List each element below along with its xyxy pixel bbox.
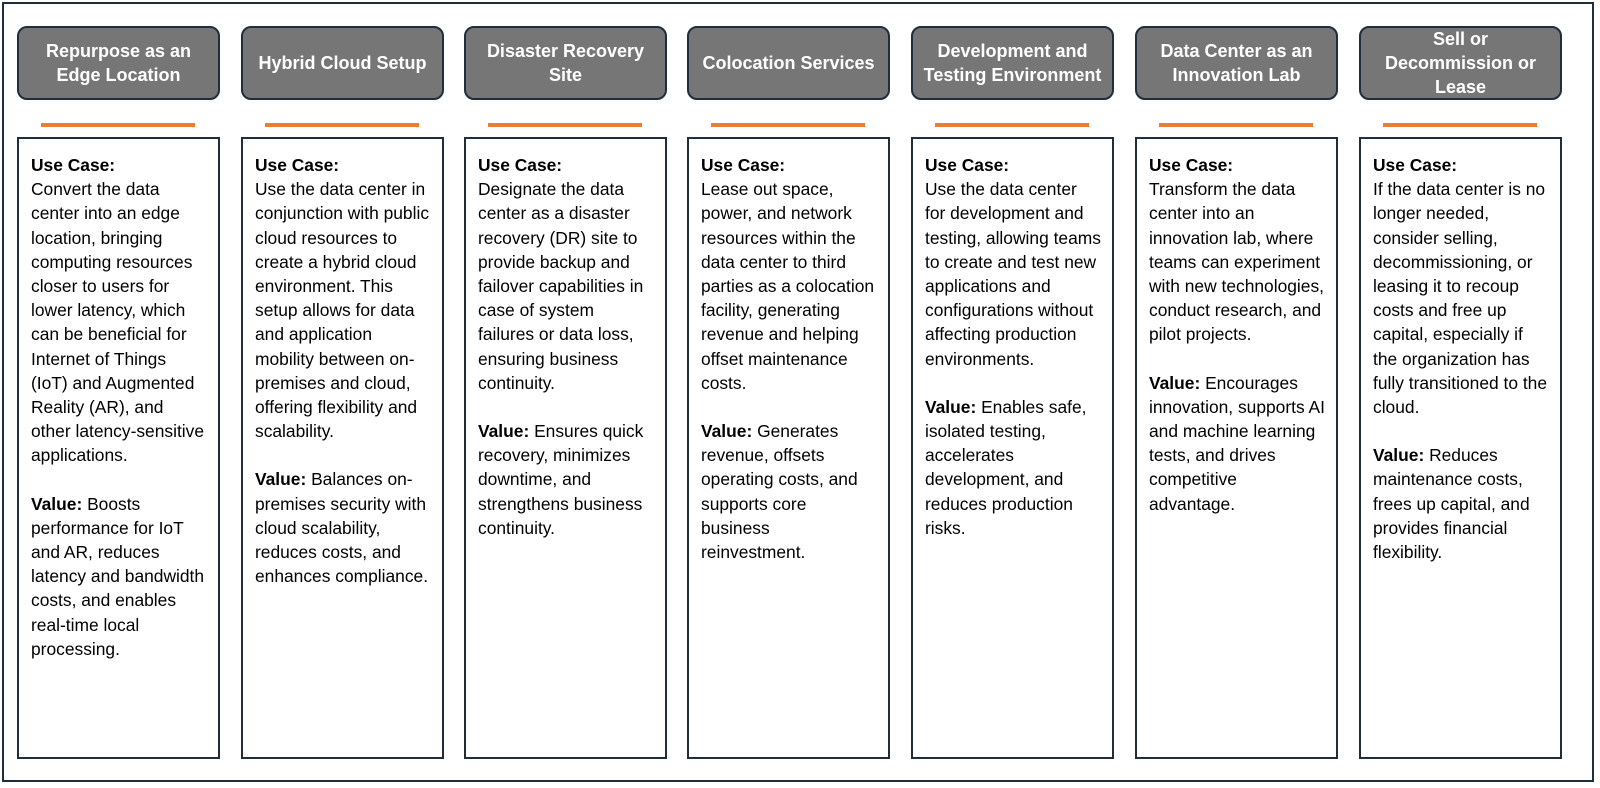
value-text: Generates revenue, offsets operating costs, and supports core business reinvestment.	[701, 421, 858, 563]
column-card	[241, 137, 444, 759]
use-case-label: Use Case:	[31, 155, 116, 175]
value-text: Boosts performance for IoT and AR, reduces latency and bandwidth costs, and enables real-time local processing.	[31, 493, 205, 659]
value-text: Ensures quick recovery, minimizes downtime, and strengthens business continuity.	[478, 421, 644, 538]
value-text: Balances on-premises security with cloud scalability, reduces costs, and enhances compliance.	[255, 469, 429, 587]
value-text: Enables safe, isolated testing, accelerates development, and reduces production risks.	[925, 396, 1087, 538]
use-case-text: Lease out space, power, and network resources within the data center to third parties as a colocation facility, generating revenue and helping offset maintenance costs.	[701, 179, 875, 393]
use-case-label: Use Case:	[701, 155, 786, 175]
use-case-text: Designate the data center as a disaster recovery (DR) site to provide backup and failover capabilities in case of system failures or data loss, ensuring business continuity.	[478, 179, 644, 393]
column-header: Repurpose as an Edge Location	[17, 26, 220, 100]
column-header: Disaster Recovery Site	[464, 26, 667, 100]
value-label: Value:	[1373, 445, 1425, 466]
column-header: Hybrid Cloud Setup	[241, 26, 444, 100]
accent-line	[265, 123, 419, 127]
accent-line	[1383, 123, 1537, 127]
use-case-text: Transform the data center into an innovation lab, where teams can experiment with new technologies, conduct research, and pilot projects.	[1149, 179, 1324, 345]
value-text: Reduces maintenance costs, frees up capital, and provides financial flexibility.	[1373, 445, 1530, 563]
accent-line	[711, 123, 865, 127]
accent-line	[488, 123, 642, 127]
use-case-text: Use the data center in conjunction with public cloud resources to create a hybrid cloud environment. This setup allows for data and application mobility between on-premises and cloud, offering flexibility and scalability.	[255, 179, 430, 442]
value-label: Value:	[255, 469, 307, 490]
column-card	[1359, 137, 1562, 759]
column-card	[911, 137, 1114, 759]
column-card	[464, 137, 667, 759]
value-text: Encourages innovation, supports AI and machine learning tests, and drives competitive advantage.	[1149, 372, 1325, 514]
column-header: Sell or Decommission or Lease	[1359, 26, 1562, 100]
use-case-text: If the data center is no longer needed, consider selling, decommissioning, or leasing it to recoup costs and free up capital, especially if the organization has fully transitioned to the cloud.	[1373, 179, 1548, 418]
value-label: Value:	[478, 421, 530, 442]
use-case-label: Use Case:	[255, 155, 340, 175]
column-card	[17, 137, 220, 759]
use-case-label: Use Case:	[925, 155, 1010, 175]
value-label: Value:	[925, 396, 977, 417]
use-case-text: Convert the data center into an edge location, bringing computing resources closer to users for lower latency, which can be beneficial for Internet of Things (IoT) and Augmented Reality (AR), and other latency-sensitive applications.	[31, 179, 205, 466]
column-header: Development and Testing Environment	[911, 26, 1114, 100]
use-case-label: Use Case:	[1373, 155, 1458, 175]
use-case-label: Use Case:	[1149, 155, 1234, 175]
column-header: Data Center as an Innovation Lab	[1135, 26, 1338, 100]
column-card	[687, 137, 890, 759]
accent-line	[41, 123, 195, 127]
use-case-label: Use Case:	[478, 155, 563, 175]
value-label: Value:	[1149, 372, 1201, 393]
value-label: Value:	[31, 493, 83, 514]
use-case-text: Use the data center for development and testing, allowing teams to create and test new applications and configurations without affecting production environments.	[925, 179, 1101, 369]
column-header: Colocation Services	[687, 26, 890, 100]
value-label: Value:	[701, 421, 753, 442]
accent-line	[1159, 123, 1313, 127]
accent-line	[935, 123, 1089, 127]
column-card	[1135, 137, 1338, 759]
diagram-frame	[2, 2, 1594, 782]
